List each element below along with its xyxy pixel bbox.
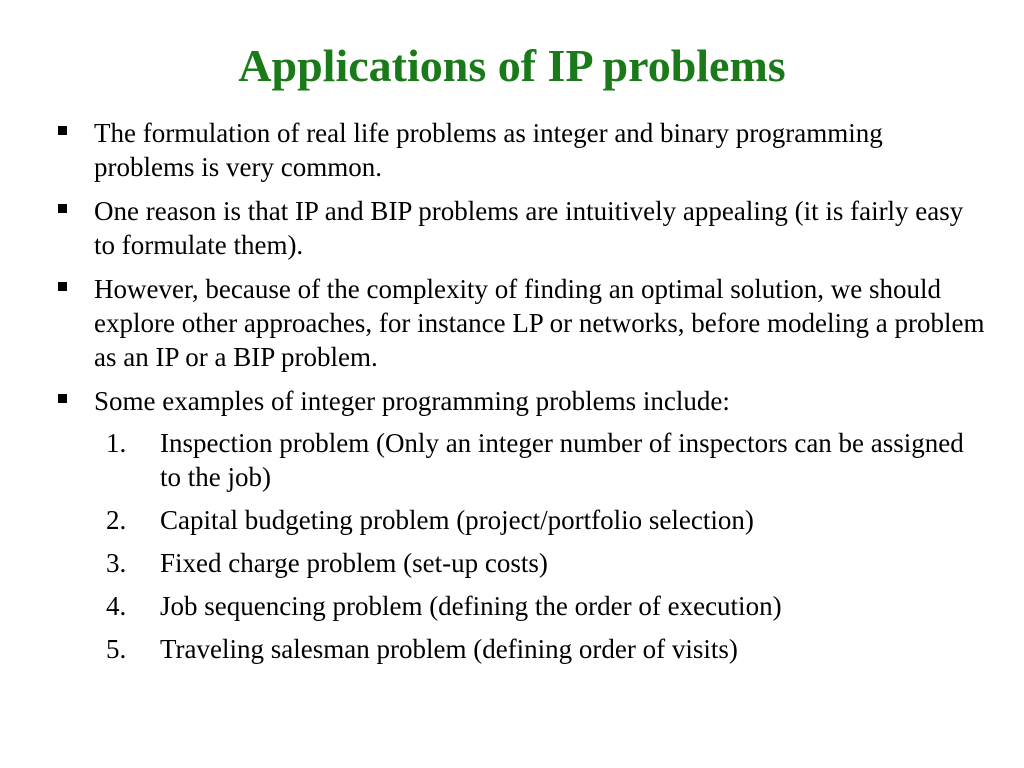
example-text: Capital budgeting problem (project/portfolio selection)	[160, 505, 754, 535]
bullet-item	[56, 384, 986, 666]
example-number: 1.	[106, 428, 127, 458]
example-text: Job sequencing problem (defining the order of execution)	[160, 591, 782, 621]
example-item	[94, 546, 986, 580]
example-item	[94, 426, 986, 494]
example-number: 3.	[106, 548, 127, 578]
square-bullet-icon	[58, 126, 67, 135]
square-bullet-icon	[58, 394, 67, 403]
example-number: 4.	[106, 591, 127, 621]
example-number: 5.	[106, 634, 127, 664]
example-item	[94, 632, 986, 666]
example-text: Inspection problem (Only an integer number of inspectors can be assigned to the job)	[160, 428, 964, 492]
examples-list	[94, 426, 986, 666]
square-bullet-icon	[58, 282, 67, 291]
example-number: 2.	[106, 505, 127, 535]
bullet-text: However, because of the complexity of finding an optimal solution, we should explore other approaches, for instance LP or networks, before modeling a problem as an IP or a BIP problem.	[94, 274, 985, 372]
slide-title: Applications of IP problems	[238, 40, 786, 91]
bullet-list	[56, 116, 986, 676]
example-text: Fixed charge problem (set-up costs)	[160, 548, 548, 578]
example-item	[94, 503, 986, 537]
bullet-item	[56, 116, 986, 184]
bullet-text: Some examples of integer programming problems include:	[94, 386, 730, 416]
example-text: Traveling salesman problem (defining order of visits)	[160, 634, 738, 664]
bullet-text: One reason is that IP and BIP problems are intuitively appealing (it is fairly easy to formulate them).	[94, 196, 964, 260]
bullet-item	[56, 272, 986, 374]
bullet-text: The formulation of real life problems as integer and binary programming problems is very common.	[94, 118, 883, 182]
square-bullet-icon	[58, 204, 67, 213]
example-item	[94, 589, 986, 623]
bullet-item	[56, 194, 986, 262]
